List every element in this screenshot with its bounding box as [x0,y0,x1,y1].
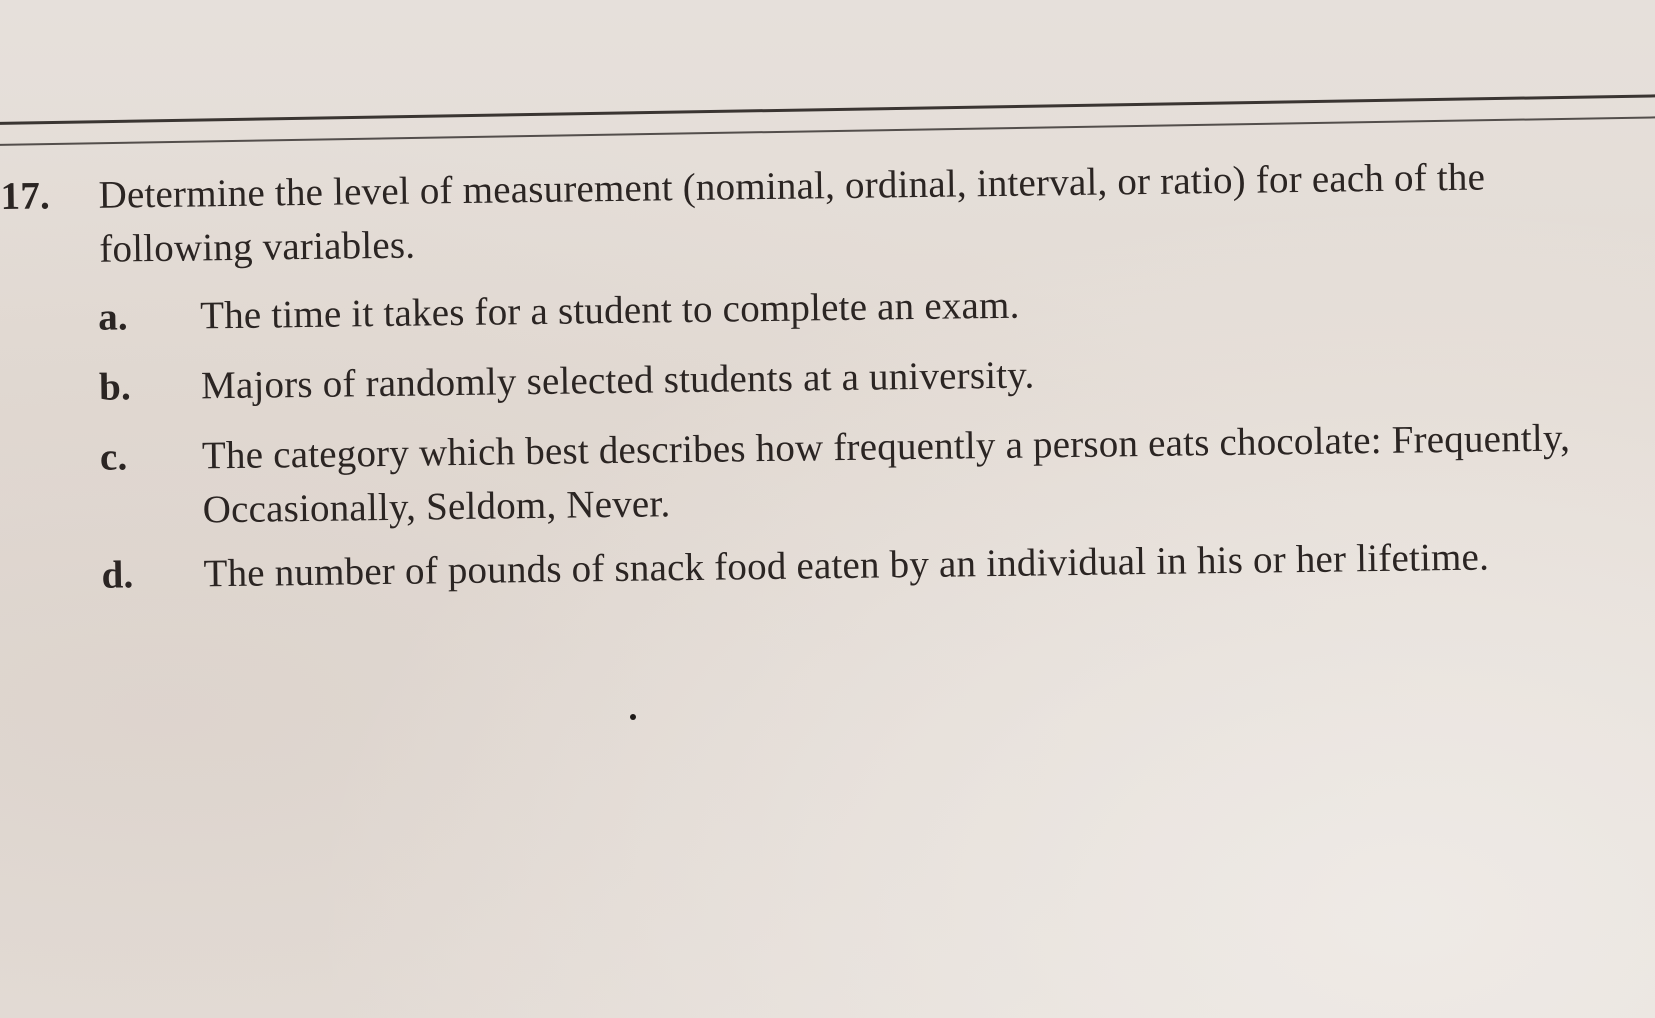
item-text: The number of pounds of snack food eaten by an individual in his or her lifetime. [203,535,1490,596]
question-text: Determine the level of measurement (nominal, ordinal, interval, or ratio) for each of the following variables. [98,155,1486,271]
item-text: The time it takes for a student to complete an exam. [199,283,1020,338]
item-letter: b. [98,365,132,409]
item-letter: c. [99,435,128,479]
question-number: 17. [0,174,51,218]
item-letter: d. [101,553,134,597]
item-letter: a. [97,295,129,339]
ink-speck [630,714,636,720]
list-item-c [4,411,1604,532]
item-text: Majors of randomly selected students at a university. [200,353,1035,408]
item-text: The category which best describes how frequently a person eats chocolate: Frequently, Occasionally, Seldom, Never. [201,416,1571,532]
list-item-b [3,341,1603,409]
